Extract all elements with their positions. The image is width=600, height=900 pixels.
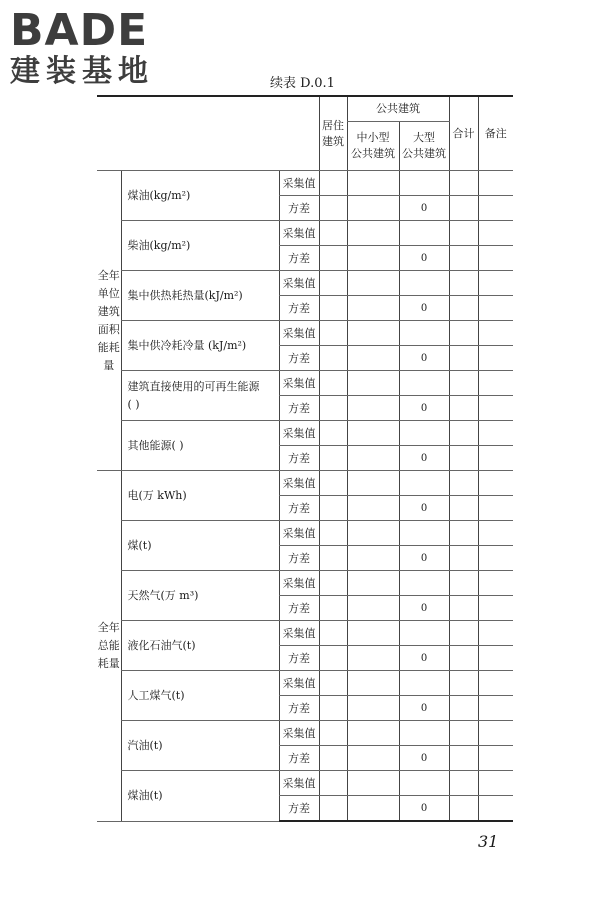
value-cell bbox=[449, 646, 478, 671]
value-cell bbox=[478, 646, 513, 671]
value-cell bbox=[399, 621, 449, 646]
value-cell bbox=[399, 771, 449, 796]
text-line: 煤油(kg/m²) bbox=[127, 188, 191, 202]
value-cell bbox=[478, 721, 513, 746]
variance-label: 方差 bbox=[279, 596, 319, 621]
value-cell bbox=[347, 421, 399, 446]
collected-label: 采集值 bbox=[279, 521, 319, 546]
text-line: 全年 bbox=[97, 620, 120, 634]
header-public: 公共建筑 bbox=[347, 96, 449, 122]
text-line: 电(万 kWh) bbox=[127, 488, 187, 502]
value-cell bbox=[347, 671, 399, 696]
value-cell bbox=[478, 221, 513, 246]
value-cell bbox=[449, 621, 478, 646]
table-row bbox=[97, 471, 513, 496]
value-cell bbox=[449, 421, 478, 446]
text-line: 液化石油气(t) bbox=[127, 638, 196, 652]
value-cell bbox=[399, 671, 449, 696]
text-line: ( ) bbox=[127, 397, 140, 411]
collected-label: 采集值 bbox=[279, 421, 319, 446]
text-line: 总能 bbox=[97, 638, 120, 652]
value-cell bbox=[347, 221, 399, 246]
value-cell bbox=[478, 571, 513, 596]
text-line: 柴油(kg/m²) bbox=[127, 238, 191, 252]
variance-label: 方差 bbox=[279, 496, 319, 521]
text-line: 建筑 bbox=[97, 304, 120, 318]
table-row bbox=[97, 371, 513, 396]
value-cell bbox=[478, 371, 513, 396]
value-cell bbox=[319, 571, 347, 596]
item-label bbox=[121, 221, 279, 271]
variance-label: 方差 bbox=[279, 246, 319, 271]
variance-label: 方差 bbox=[279, 696, 319, 721]
text-line: 大型 bbox=[413, 131, 436, 144]
value-cell bbox=[319, 621, 347, 646]
value-cell bbox=[399, 721, 449, 746]
text-line: 公共建筑 bbox=[351, 147, 396, 160]
value-cell bbox=[478, 596, 513, 621]
variance-label: 方差 bbox=[279, 446, 319, 471]
value-cell bbox=[347, 396, 399, 421]
value-cell bbox=[319, 396, 347, 421]
header-large bbox=[399, 122, 449, 171]
value-cell bbox=[347, 271, 399, 296]
value-cell bbox=[347, 296, 399, 321]
value-cell bbox=[449, 221, 478, 246]
value-cell bbox=[478, 621, 513, 646]
value-cell bbox=[478, 796, 513, 822]
value-cell bbox=[347, 171, 399, 196]
table-row bbox=[97, 521, 513, 546]
value-cell bbox=[478, 196, 513, 221]
value-cell bbox=[449, 246, 478, 271]
value-cell bbox=[347, 321, 399, 346]
value-cell bbox=[319, 221, 347, 246]
variance-label: 方差 bbox=[279, 196, 319, 221]
variance-value: 0 bbox=[399, 696, 449, 721]
value-cell bbox=[319, 721, 347, 746]
item-label bbox=[121, 771, 279, 822]
value-cell bbox=[449, 171, 478, 196]
header-residential bbox=[319, 96, 347, 171]
value-cell bbox=[319, 196, 347, 221]
value-cell bbox=[347, 521, 399, 546]
value-cell bbox=[449, 546, 478, 571]
text-line: 人工煤气(t) bbox=[127, 688, 185, 702]
variance-value: 0 bbox=[399, 396, 449, 421]
text-line: 天然气(万 m³) bbox=[127, 588, 199, 602]
item-label bbox=[121, 271, 279, 321]
variance-value: 0 bbox=[399, 746, 449, 771]
text-line: 量 bbox=[103, 358, 115, 372]
value-cell bbox=[319, 746, 347, 771]
value-cell bbox=[319, 371, 347, 396]
value-cell bbox=[478, 521, 513, 546]
collected-label: 采集值 bbox=[279, 171, 319, 196]
table-row bbox=[97, 671, 513, 696]
value-cell bbox=[319, 171, 347, 196]
value-cell bbox=[478, 346, 513, 371]
value-cell bbox=[347, 746, 399, 771]
group-label bbox=[97, 471, 121, 822]
value-cell bbox=[319, 646, 347, 671]
value-cell bbox=[449, 596, 478, 621]
value-cell bbox=[347, 796, 399, 822]
variance-label: 方差 bbox=[279, 546, 319, 571]
value-cell bbox=[449, 271, 478, 296]
value-cell bbox=[478, 271, 513, 296]
value-cell bbox=[478, 471, 513, 496]
collected-label: 采集值 bbox=[279, 271, 319, 296]
item-label bbox=[121, 671, 279, 721]
value-cell bbox=[478, 696, 513, 721]
value-cell bbox=[347, 546, 399, 571]
collected-label: 采集值 bbox=[279, 371, 319, 396]
variance-value: 0 bbox=[399, 496, 449, 521]
variance-value: 0 bbox=[399, 296, 449, 321]
value-cell bbox=[449, 346, 478, 371]
variance-label: 方差 bbox=[279, 746, 319, 771]
value-cell bbox=[478, 546, 513, 571]
variance-value: 0 bbox=[399, 796, 449, 822]
value-cell bbox=[478, 246, 513, 271]
value-cell bbox=[319, 671, 347, 696]
value-cell bbox=[449, 721, 478, 746]
value-cell bbox=[449, 771, 478, 796]
energy-consumption-table bbox=[97, 95, 513, 822]
value-cell bbox=[347, 496, 399, 521]
value-cell bbox=[478, 396, 513, 421]
text-line: 煤油(t) bbox=[127, 788, 163, 802]
text-line: 建筑直接使用的可再生能源 bbox=[127, 379, 260, 393]
value-cell bbox=[319, 271, 347, 296]
variance-label: 方差 bbox=[279, 296, 319, 321]
value-cell bbox=[449, 496, 478, 521]
table-row bbox=[97, 621, 513, 646]
collected-label: 采集值 bbox=[279, 571, 319, 596]
value-cell bbox=[347, 771, 399, 796]
value-cell bbox=[478, 446, 513, 471]
table-row bbox=[97, 321, 513, 346]
value-cell bbox=[399, 221, 449, 246]
table-row bbox=[97, 421, 513, 446]
text-line: 面积 bbox=[97, 322, 120, 336]
item-label bbox=[121, 321, 279, 371]
value-cell bbox=[449, 296, 478, 321]
value-cell bbox=[478, 421, 513, 446]
collected-label: 采集值 bbox=[279, 771, 319, 796]
text-line: 单位 bbox=[97, 286, 120, 300]
value-cell bbox=[319, 596, 347, 621]
text-line: 集中供冷耗冷量 (kJ/m²) bbox=[127, 338, 247, 352]
value-cell bbox=[449, 446, 478, 471]
text-line: 公共建筑 bbox=[402, 147, 447, 160]
text-line: 耗量 bbox=[97, 656, 120, 670]
table-row bbox=[97, 571, 513, 596]
value-cell bbox=[319, 796, 347, 822]
value-cell bbox=[347, 646, 399, 671]
value-cell bbox=[399, 421, 449, 446]
value-cell bbox=[347, 621, 399, 646]
value-cell bbox=[319, 771, 347, 796]
item-label bbox=[121, 521, 279, 571]
value-cell bbox=[399, 321, 449, 346]
text-line: 全年 bbox=[97, 268, 120, 282]
value-cell bbox=[347, 246, 399, 271]
value-cell bbox=[449, 521, 478, 546]
collected-label: 采集值 bbox=[279, 321, 319, 346]
variance-label: 方差 bbox=[279, 796, 319, 822]
item-label bbox=[121, 421, 279, 471]
header-total: 合计 bbox=[449, 96, 478, 171]
text-line: 煤(t) bbox=[127, 538, 152, 552]
table-row bbox=[97, 221, 513, 246]
header-small-medium bbox=[347, 122, 399, 171]
value-cell bbox=[347, 471, 399, 496]
value-cell bbox=[319, 246, 347, 271]
value-cell bbox=[319, 496, 347, 521]
value-cell bbox=[399, 571, 449, 596]
value-cell bbox=[319, 546, 347, 571]
text-line: 其他能源( ) bbox=[127, 438, 184, 452]
item-label bbox=[121, 721, 279, 771]
value-cell bbox=[449, 746, 478, 771]
variance-value: 0 bbox=[399, 196, 449, 221]
table-row bbox=[97, 271, 513, 296]
value-cell bbox=[449, 796, 478, 822]
value-cell bbox=[319, 421, 347, 446]
header-row bbox=[97, 96, 513, 122]
value-cell bbox=[399, 521, 449, 546]
value-cell bbox=[347, 196, 399, 221]
group-label bbox=[97, 171, 121, 471]
value-cell bbox=[449, 471, 478, 496]
variance-value: 0 bbox=[399, 596, 449, 621]
item-label bbox=[121, 471, 279, 521]
collected-label: 采集值 bbox=[279, 621, 319, 646]
value-cell bbox=[478, 746, 513, 771]
variance-value: 0 bbox=[399, 246, 449, 271]
page-number: 31 bbox=[478, 832, 499, 851]
value-cell bbox=[478, 771, 513, 796]
text-line: 集中供热耗热量(kJ/m²) bbox=[127, 288, 243, 302]
value-cell bbox=[478, 296, 513, 321]
value-cell bbox=[478, 671, 513, 696]
collected-label: 采集值 bbox=[279, 471, 319, 496]
value-cell bbox=[347, 371, 399, 396]
value-cell bbox=[478, 171, 513, 196]
table-caption: 续表 D.0.1 bbox=[270, 76, 335, 91]
value-cell bbox=[399, 371, 449, 396]
value-cell bbox=[449, 396, 478, 421]
variance-value: 0 bbox=[399, 546, 449, 571]
value-cell bbox=[449, 321, 478, 346]
text-line: 居住 bbox=[322, 118, 345, 132]
logo-wordmark: BADE bbox=[10, 5, 149, 56]
value-cell bbox=[319, 696, 347, 721]
item-label bbox=[121, 621, 279, 671]
text-line: 建筑 bbox=[322, 134, 345, 148]
variance-value: 0 bbox=[399, 346, 449, 371]
text-line: 中小型 bbox=[356, 131, 390, 144]
value-cell bbox=[399, 171, 449, 196]
table-row bbox=[97, 771, 513, 796]
value-cell bbox=[319, 471, 347, 496]
variance-label: 方差 bbox=[279, 396, 319, 421]
variance-value: 0 bbox=[399, 446, 449, 471]
variance-value: 0 bbox=[399, 646, 449, 671]
variance-label: 方差 bbox=[279, 346, 319, 371]
value-cell bbox=[347, 446, 399, 471]
variance-label: 方差 bbox=[279, 646, 319, 671]
logo bbox=[10, 6, 180, 90]
logo-subtitle: 建装基地 bbox=[10, 54, 154, 89]
header-blank bbox=[97, 96, 319, 171]
text-line: 汽油(t) bbox=[127, 738, 163, 752]
value-cell bbox=[449, 371, 478, 396]
table-row bbox=[97, 171, 513, 196]
value-cell bbox=[319, 296, 347, 321]
value-cell bbox=[449, 696, 478, 721]
value-cell bbox=[347, 696, 399, 721]
value-cell bbox=[319, 321, 347, 346]
value-cell bbox=[319, 446, 347, 471]
value-cell bbox=[347, 721, 399, 746]
text-line: 能耗 bbox=[97, 340, 120, 354]
value-cell bbox=[347, 346, 399, 371]
value-cell bbox=[319, 346, 347, 371]
collected-label: 采集值 bbox=[279, 721, 319, 746]
header-remarks: 备注 bbox=[478, 96, 513, 171]
value-cell bbox=[399, 271, 449, 296]
collected-label: 采集值 bbox=[279, 221, 319, 246]
value-cell bbox=[347, 571, 399, 596]
value-cell bbox=[449, 571, 478, 596]
item-label bbox=[121, 171, 279, 221]
value-cell bbox=[319, 521, 347, 546]
collected-label: 采集值 bbox=[279, 671, 319, 696]
value-cell bbox=[449, 196, 478, 221]
value-cell bbox=[449, 671, 478, 696]
value-cell bbox=[478, 496, 513, 521]
item-label bbox=[121, 571, 279, 621]
value-cell bbox=[347, 596, 399, 621]
value-cell bbox=[478, 321, 513, 346]
table-row bbox=[97, 721, 513, 746]
item-label bbox=[121, 371, 279, 421]
value-cell bbox=[399, 471, 449, 496]
